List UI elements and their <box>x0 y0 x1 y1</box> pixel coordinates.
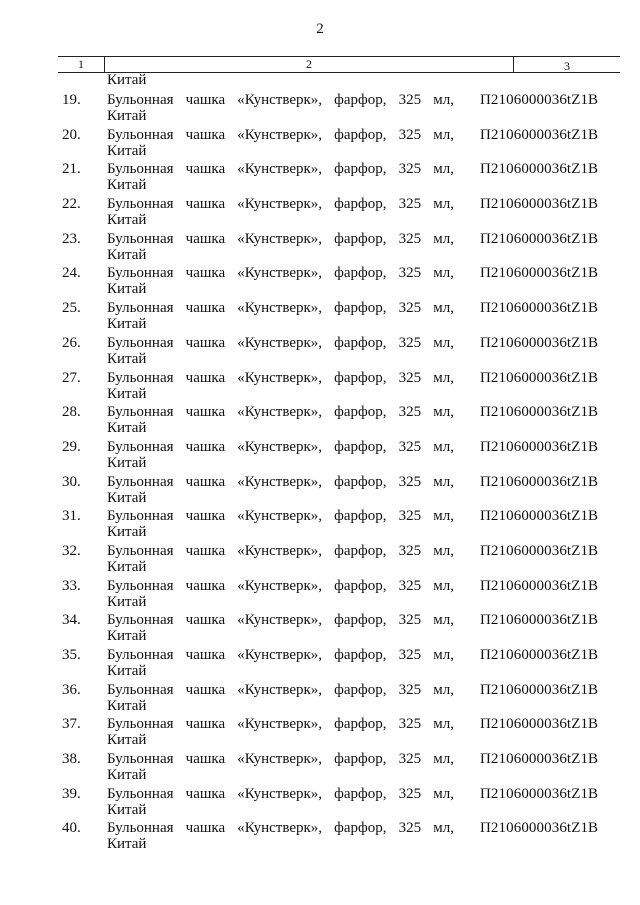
row-description <box>107 647 454 679</box>
row-description <box>107 578 454 610</box>
row-description-line-2: Китай <box>107 350 147 367</box>
table-header-col-2 <box>105 57 514 72</box>
table-row <box>0 158 640 193</box>
row-description <box>107 161 454 193</box>
row-description <box>107 682 454 714</box>
row-number: 36. <box>62 681 81 698</box>
row-description-line-2: Китай <box>107 177 147 194</box>
row-number: 35. <box>62 647 81 663</box>
row-description-line-1: Бульонная чашка «Кунстверк», фарфор, 325 мл, <box>107 785 454 802</box>
row-number: 27. <box>62 369 81 386</box>
row-description-line-2: Китай <box>107 385 147 402</box>
row-description <box>107 508 454 540</box>
table-row <box>0 332 640 367</box>
row-description-line-1: Бульонная чашка «Кунстверк», фарфор, 325 мл, <box>107 126 454 143</box>
page-number: 2 <box>316 21 324 37</box>
row-code: П2106000036tZ1B <box>480 438 599 455</box>
row-code: П2106000036tZ1B <box>480 647 599 663</box>
row-code: П2106000036tZ1B <box>480 508 599 525</box>
table-header-col-2-label: 2 <box>306 57 312 71</box>
row-number: 29. <box>62 438 81 455</box>
row-description <box>107 612 454 644</box>
row-description-line-2: Китай <box>107 246 147 263</box>
table-row <box>0 748 640 783</box>
table-row <box>0 262 640 297</box>
row-description <box>107 751 454 783</box>
row-description <box>107 300 454 332</box>
row-number: 22. <box>62 196 81 213</box>
row-code: П2106000036tZ1B <box>480 577 599 594</box>
table-row <box>0 644 640 679</box>
row-description <box>107 231 454 263</box>
row-description-line-1: Бульонная чашка «Кунстверк», фарфор, 325 мл, <box>107 369 454 386</box>
table-row <box>0 367 640 402</box>
row-description <box>107 370 454 402</box>
row-description-line-1: Бульонная чашка «Кунстверк», фарфор, 325 мл, <box>107 92 454 108</box>
row-description-line-2: Китай <box>107 108 147 124</box>
table-row <box>0 297 640 332</box>
row-number: 34. <box>62 612 81 629</box>
row-description-line-1: Бульонная чашка «Кунстверк», фарфор, 325 мл, <box>107 647 454 663</box>
row-code: П2106000036tZ1B <box>480 126 599 143</box>
table-row <box>0 193 640 228</box>
row-description <box>107 439 454 471</box>
row-code: П2106000036tZ1B <box>480 300 599 317</box>
row-description-line-2: Китай <box>107 420 147 437</box>
row-code: П2106000036tZ1B <box>480 820 599 837</box>
row-description <box>107 543 454 575</box>
row-code: П2106000036tZ1B <box>480 404 599 421</box>
table-header-col-3-label: 3 <box>564 59 570 73</box>
row-number: 20. <box>62 126 81 143</box>
row-code: П2106000036tZ1B <box>480 196 599 213</box>
row-description-line-1: Бульонная чашка «Кунстверк», фарфор, 325 мл, <box>107 473 454 490</box>
row-description-line-2: Китай <box>107 593 147 610</box>
row-description <box>107 196 454 228</box>
row-description-line-2: Китай <box>107 454 147 471</box>
row-description-line-2: Китай <box>107 212 147 229</box>
row-description-line-1: Бульонная чашка «Кунстверк», фарфор, 325 мл, <box>107 438 454 455</box>
row-number: 24. <box>62 265 81 282</box>
table-row <box>0 713 640 748</box>
row-description-line-1: Бульонная чашка «Кунстверк», фарфор, 325 мл, <box>107 751 454 768</box>
row-number: 30. <box>62 473 81 490</box>
row-description <box>107 127 454 159</box>
row-number: 33. <box>62 577 81 594</box>
row-description-line-1: Бульонная чашка «Кунстверк», фарфор, 325 мл, <box>107 577 454 594</box>
row-description <box>107 786 454 818</box>
row-number: 28. <box>62 404 81 421</box>
row-description-line-1: Бульонная чашка «Кунстверк», фарфор, 325 мл, <box>107 508 454 525</box>
row-number: 19. <box>62 92 81 108</box>
table-row <box>0 436 640 471</box>
row-description <box>107 404 454 436</box>
row-code: П2106000036tZ1B <box>480 751 599 768</box>
row-description-line-2: Китай <box>107 524 147 541</box>
table-row <box>0 783 640 818</box>
table-row <box>0 471 640 506</box>
row-code: П2106000036tZ1B <box>480 473 599 490</box>
table-row <box>0 124 640 159</box>
row-description <box>107 265 454 297</box>
continuation-text: Китай <box>107 72 147 88</box>
row-description-line-1: Бульонная чашка «Кунстверк», фарфор, 325 мл, <box>107 612 454 629</box>
row-description-line-2: Китай <box>107 767 147 784</box>
row-description-line-2: Китай <box>107 836 147 853</box>
table-row <box>0 540 640 575</box>
row-code: П2106000036tZ1B <box>480 785 599 802</box>
row-description <box>107 335 454 367</box>
table-row <box>0 228 640 263</box>
row-number: 39. <box>62 785 81 802</box>
table-row <box>0 575 640 610</box>
row-number: 21. <box>62 161 81 178</box>
row-description-line-2: Китай <box>107 628 147 645</box>
row-description-line-1: Бульонная чашка «Кунстверк», фарфор, 325 мл, <box>107 542 454 559</box>
table-header-col-1-label: 1 <box>78 57 84 71</box>
row-description-line-1: Бульонная чашка «Кунстверк», фарфор, 325 мл, <box>107 300 454 317</box>
table-row <box>0 609 640 644</box>
row-number: 26. <box>62 334 81 351</box>
row-code: П2106000036tZ1B <box>480 716 599 733</box>
row-code: П2106000036tZ1B <box>480 92 599 108</box>
table-body <box>0 89 640 852</box>
row-description <box>107 92 454 124</box>
row-description-line-2: Китай <box>107 697 147 714</box>
table-row <box>0 679 640 714</box>
row-code: П2106000036tZ1B <box>480 542 599 559</box>
row-number: 38. <box>62 751 81 768</box>
row-description-line-1: Бульонная чашка «Кунстверк», фарфор, 325 мл, <box>107 161 454 178</box>
row-number: 37. <box>62 716 81 733</box>
row-number: 25. <box>62 300 81 317</box>
row-description-line-1: Бульонная чашка «Кунстверк», фарфор, 325 мл, <box>107 196 454 213</box>
row-description-line-2: Китай <box>107 732 147 749</box>
row-number: 31. <box>62 508 81 525</box>
row-code: П2106000036tZ1B <box>480 334 599 351</box>
row-description-line-2: Китай <box>107 558 147 575</box>
table-header-col-1 <box>58 57 105 72</box>
row-description-line-2: Китай <box>107 801 147 818</box>
table-header <box>58 56 620 73</box>
table-row <box>0 817 640 852</box>
row-code: П2106000036tZ1B <box>480 161 599 178</box>
row-code: П2106000036tZ1B <box>480 230 599 247</box>
row-description-line-1: Бульонная чашка «Кунстверк», фарфор, 325 мл, <box>107 265 454 282</box>
row-number: 23. <box>62 230 81 247</box>
row-description-line-1: Бульонная чашка «Кунстверк», фарфор, 325 мл, <box>107 230 454 247</box>
row-description-line-1: Бульонная чашка «Кунстверк», фарфор, 325 мл, <box>107 404 454 421</box>
row-description-line-1: Бульонная чашка «Кунстверк», фарфор, 325 мл, <box>107 681 454 698</box>
row-description <box>107 716 454 748</box>
row-description-line-1: Бульонная чашка «Кунстверк», фарфор, 325 мл, <box>107 334 454 351</box>
table-row <box>0 89 640 124</box>
row-description-line-2: Китай <box>107 281 147 298</box>
row-code: П2106000036tZ1B <box>480 265 599 282</box>
row-description-line-2: Китай <box>107 316 147 333</box>
row-number: 40. <box>62 820 81 837</box>
row-description-line-2: Китай <box>107 489 147 506</box>
row-description-line-1: Бульонная чашка «Кунстверк», фарфор, 325 мл, <box>107 716 454 733</box>
table-row <box>0 505 640 540</box>
row-code: П2106000036tZ1B <box>480 369 599 386</box>
table-row <box>0 401 640 436</box>
row-number: 32. <box>62 542 81 559</box>
row-description <box>107 474 454 506</box>
row-description-line-2: Китай <box>107 663 147 679</box>
table-header-col-3 <box>514 57 620 72</box>
row-code: П2106000036tZ1B <box>480 612 599 629</box>
row-description <box>107 820 454 852</box>
row-description-line-1: Бульонная чашка «Кунстверк», фарфор, 325 мл, <box>107 820 454 837</box>
row-description-line-2: Китай <box>107 142 147 159</box>
row-code: П2106000036tZ1B <box>480 681 599 698</box>
